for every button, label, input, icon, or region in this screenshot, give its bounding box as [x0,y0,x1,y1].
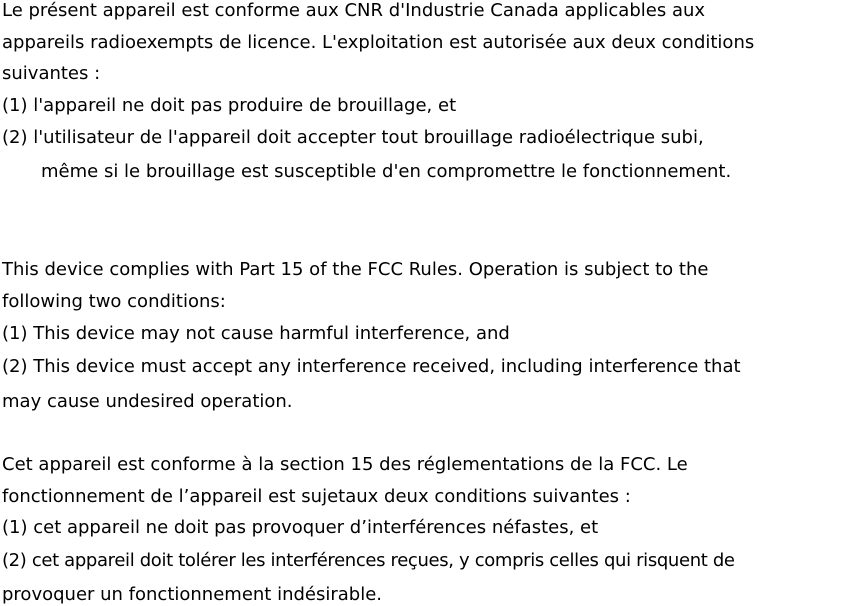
ic-notice-condition-2: (2) l'utilisateur de l'appareil doit accepter tout brouillage radioélectrique subi, [2,127,704,148]
fcc-notice-fr-line: fonctionnement de l’appareil est sujetaux deux conditions suivantes : [2,486,631,507]
ic-notice-line: suivantes : [2,63,101,84]
fcc-notice-condition-1: (1) This device may not cause harmful interference, and [2,323,510,344]
ic-notice-line: appareils radioexempts de licence. L'exploitation est autorisée aux deux conditions [2,32,755,53]
ic-notice-condition-1: (1) l'appareil ne doit pas produire de brouillage, et [2,95,457,116]
ic-notice-condition-2-continuation: même si le brouillage est susceptible d'en compromettre le fonctionnement. [41,161,732,182]
fcc-notice-fr-condition-1: (1) cet appareil ne doit pas provoquer d’interférences néfastes, et [2,517,599,538]
fcc-notice-fr-condition-2: (2) cet appareil doit tolérer les interférences reçues, y compris celles qui risquent de [2,550,735,571]
fcc-notice-line: This device complies with Part 15 of the FCC Rules. Operation is subject to the [2,259,709,280]
ic-notice-line: Le présent appareil est conforme aux CNR d'Industrie Canada applicables aux [2,0,706,21]
fcc-notice-fr-condition-2-continuation: provoquer un fonctionnement indésirable. [2,584,383,605]
fcc-notice-line: following two conditions: [2,291,226,312]
fcc-notice-condition-2: (2) This device must accept any interference received, including interference that [2,356,741,377]
fcc-notice-condition-2-continuation: may cause undesired operation. [2,391,293,412]
fcc-notice-fr-line: Cet appareil est conforme à la section 15 des réglementations de la FCC. Le [2,454,688,475]
